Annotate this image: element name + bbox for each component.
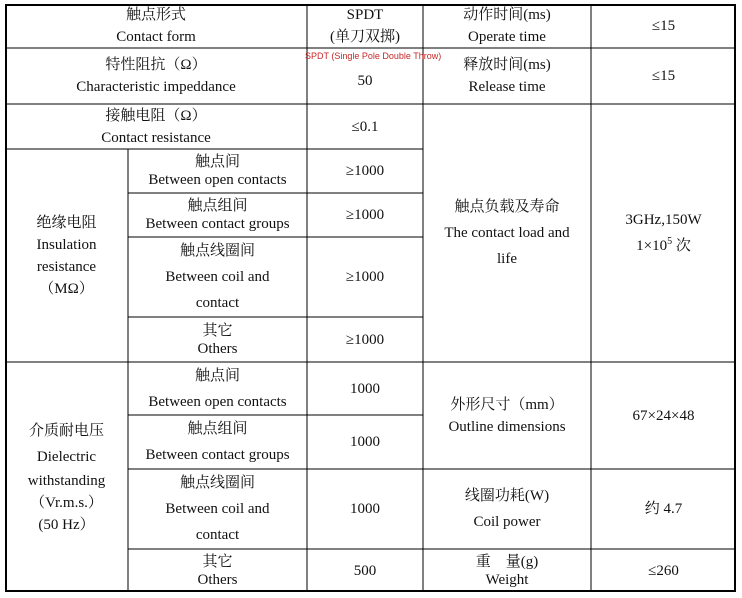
insulation-value-coil-contact-text: ≥1000 (345, 269, 385, 285)
insulation-sub-coil-contact-en1: Between coil and (165, 269, 270, 285)
insulation-value-contact-groups (307, 193, 423, 237)
load-life-label-cn: 触点负载及寿命 (454, 199, 560, 215)
dielectric-value-contact-groups (307, 415, 423, 469)
coil-power-value (591, 469, 736, 549)
release-time-value (591, 48, 736, 104)
load-life-cycles-unit: 次 (675, 238, 691, 254)
load-life-label-en2: life (497, 251, 517, 267)
load-life-value-cycles (636, 231, 691, 257)
contact-form-value-cn: (单刀双掷) (330, 29, 400, 45)
dielectric-sub-others-en: Others (197, 571, 238, 588)
insulation-label (5, 149, 128, 362)
insulation-sub-others-cn: 其它 (202, 322, 233, 339)
weight-value (591, 549, 736, 592)
weight-label-cn: 重 量(g) (475, 553, 539, 570)
release-time-label (423, 48, 591, 104)
weight-label (423, 549, 591, 592)
coil-power-label-cn: 线圈功耗(W) (464, 488, 550, 504)
dielectric-value-others-text: 500 (353, 562, 377, 579)
dielectric-value-coil-contact (307, 469, 423, 549)
dielectric-sub-open-contacts-cn: 触点间 (194, 367, 240, 384)
dielectric-sub-coil-contact-en1: Between coil and (165, 501, 270, 517)
dielectric-sub-contact-groups-en: Between contact groups (145, 447, 290, 463)
contact-form-label-cn: 触点形式 (125, 7, 186, 23)
insulation-sub-coil-contact-en2: contact (195, 295, 240, 311)
dielectric-sub-open-contacts (128, 362, 307, 415)
operate-time-value (591, 4, 736, 48)
insulation-sub-contact-groups-cn: 触点组间 (187, 198, 248, 214)
contact-resistance-label (5, 104, 307, 149)
contact-form-value-code: SPDT (346, 7, 384, 23)
dielectric-label-unit2: (50 Hz） (38, 517, 95, 533)
operate-time-value-text: ≤15 (651, 18, 676, 34)
dielectric-sub-others-cn: 其它 (202, 553, 233, 570)
outline-label-en: Outline dimensions (448, 418, 566, 435)
dielectric-sub-contact-groups-cn: 触点组间 (187, 421, 248, 437)
dielectric-sub-open-contacts-en: Between open contacts (148, 393, 287, 410)
load-life-value-rating: 3GHz,150W (625, 212, 702, 228)
dielectric-sub-contact-groups (128, 415, 307, 469)
outline-value (591, 362, 736, 469)
insulation-sub-contact-groups-en: Between contact groups (145, 216, 290, 232)
operate-time-label-cn: 动作时间(ms) (463, 7, 551, 23)
insulation-label-en2: resistance (36, 258, 97, 275)
load-life-value (591, 104, 736, 362)
impedance-value-text: 50 (357, 73, 373, 89)
insulation-sub-coil-contact (128, 237, 307, 317)
impedance-value (307, 62, 423, 100)
insulation-value-others-text: ≥1000 (345, 331, 385, 348)
dielectric-sub-coil-contact (128, 469, 307, 549)
outline-value-text: 67×24×48 (632, 407, 695, 424)
dielectric-value-contact-groups-text: 1000 (350, 434, 380, 450)
contact-resistance-label-cn: 接触电阻（Ω） (105, 107, 207, 124)
insulation-label-unit: （MΩ） (39, 280, 94, 297)
dielectric-sub-coil-contact-cn: 触点线圈间 (179, 475, 255, 491)
dielectric-label (5, 362, 128, 592)
dielectric-label-en1: Dielectric (36, 449, 97, 465)
dielectric-value-others (307, 549, 423, 592)
insulation-value-coil-contact (307, 237, 423, 317)
impedance-label-cn: 特性阻抗（Ω） (105, 57, 207, 73)
release-time-label-cn: 释放时间(ms) (463, 57, 551, 73)
insulation-sub-contact-groups (128, 193, 307, 237)
insulation-sub-others (128, 317, 307, 362)
dielectric-sub-others (128, 549, 307, 592)
insulation-value-open-contacts (307, 149, 423, 193)
dielectric-value-open-contacts-text: 1000 (350, 380, 380, 397)
impedance-label-en: Characteristic impeddance (76, 79, 236, 95)
insulation-value-contact-groups-text: ≥1000 (345, 207, 385, 223)
release-time-value-text: ≤15 (651, 68, 676, 84)
dielectric-value-coil-contact-text: 1000 (350, 501, 380, 517)
relay-spec-table (5, 4, 736, 592)
insulation-sub-open-contacts-en: Between open contacts (148, 172, 287, 188)
release-time-label-en: Release time (468, 79, 546, 95)
contact-form-label (5, 4, 307, 48)
insulation-value-others (307, 317, 423, 362)
contact-resistance-value (307, 104, 423, 149)
dielectric-label-en2: withstanding (27, 473, 106, 489)
impedance-annotation: SPDT (Single Pole Double Throw) (305, 51, 442, 61)
dielectric-sub-coil-contact-en2: contact (195, 527, 240, 543)
weight-value-text: ≤260 (648, 562, 679, 579)
dielectric-label-unit1: （Vr.m.s.） (30, 495, 103, 511)
coil-power-label-en: Coil power (473, 514, 541, 530)
operate-time-label (423, 4, 591, 48)
outline-label (423, 362, 591, 469)
operate-time-label-en: Operate time (468, 29, 546, 45)
weight-label-en: Weight (485, 571, 529, 588)
coil-power-label (423, 469, 591, 549)
impedance-label (5, 48, 307, 104)
dielectric-label-cn: 介质耐电压 (28, 423, 104, 439)
outline-label-cn: 外形尺寸（mm） (450, 396, 564, 413)
load-life-label-en1: The contact load and (444, 225, 570, 241)
load-life-cycles-base: 1×10 (636, 238, 668, 254)
insulation-label-en1: Insulation (36, 236, 97, 253)
contact-form-value (307, 4, 423, 48)
load-life-label (423, 104, 591, 362)
insulation-sub-coil-contact-cn: 触点线圈间 (179, 243, 255, 259)
contact-resistance-label-en: Contact resistance (101, 129, 211, 146)
insulation-sub-open-contacts (128, 149, 307, 193)
insulation-label-cn: 绝缘电阻 (36, 214, 97, 231)
insulation-value-open-contacts-text: ≥1000 (345, 163, 385, 179)
insulation-sub-open-contacts-cn: 触点间 (194, 154, 240, 170)
coil-power-value-text: 约 4.7 (644, 501, 683, 517)
dielectric-value-open-contacts (307, 362, 423, 415)
contact-form-label-en: Contact form (116, 29, 196, 45)
insulation-sub-others-en: Others (197, 340, 238, 357)
load-life-cycles-exponent: 5 (667, 236, 673, 247)
contact-resistance-value-text: ≤0.1 (351, 118, 379, 135)
